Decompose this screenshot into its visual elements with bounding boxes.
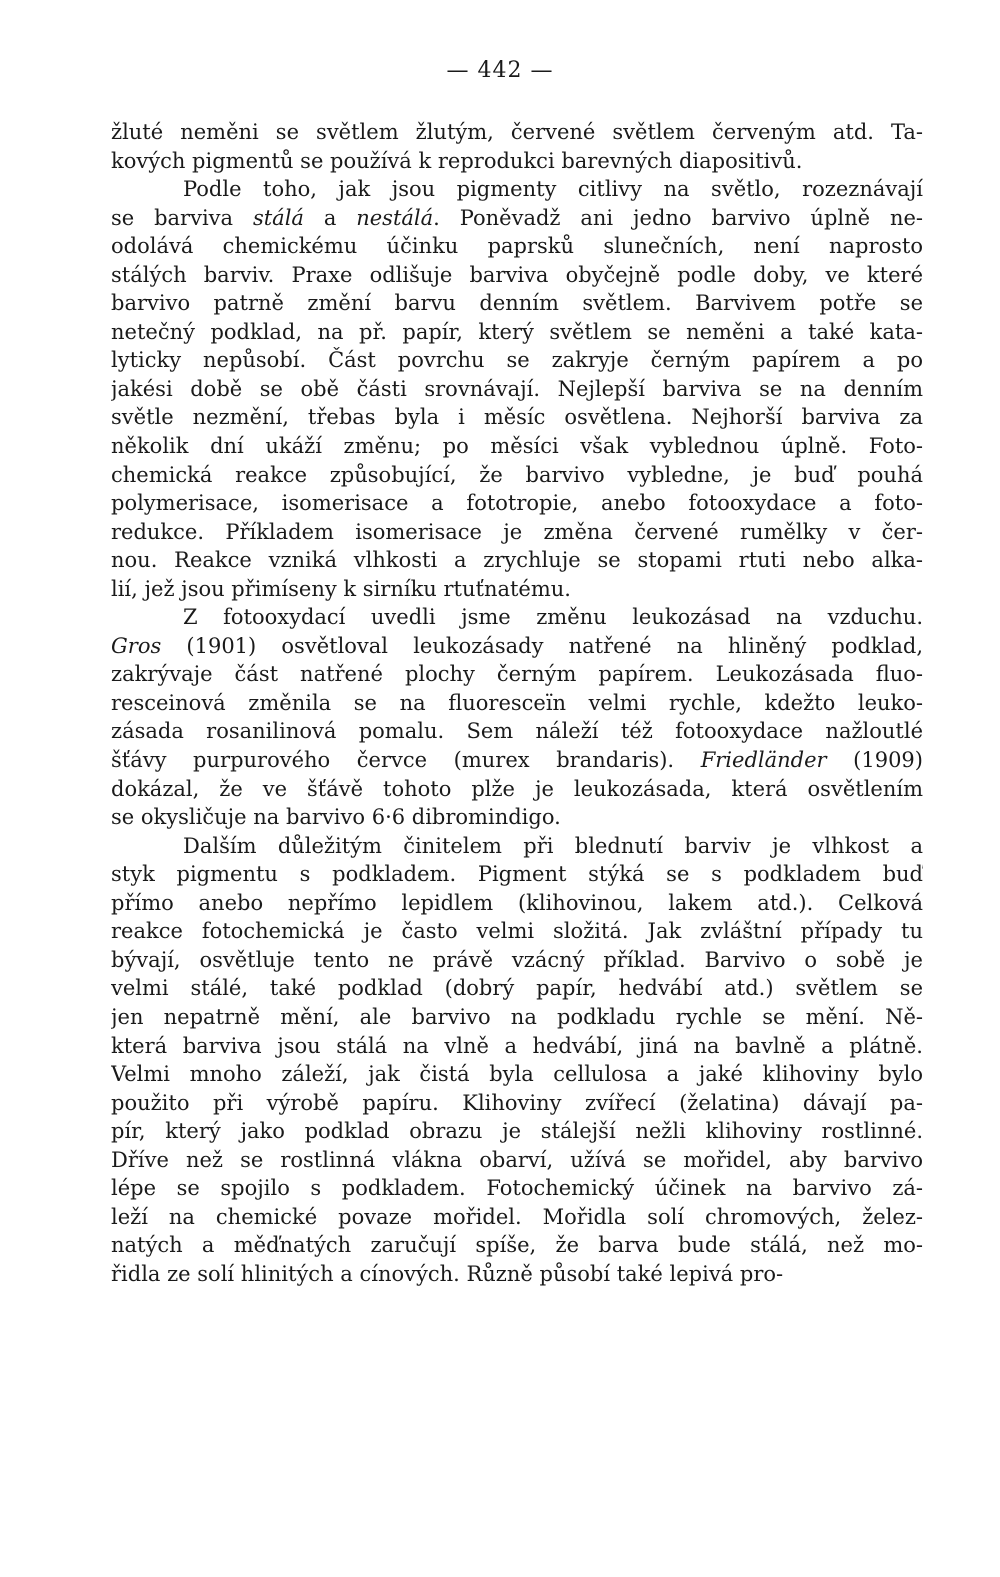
- text-segment: . Poněvadž ani jedno barvivo úplně ne-: [433, 205, 923, 230]
- text-segment: žluté neměni se světlem žlutým, červené světlem červeným atd. Ta-: [111, 120, 923, 144]
- text-line: [111, 289, 923, 318]
- text-segment: světle nezmění, třebas byla i měsíc osvětlena. Nejhorší barviva za: [111, 405, 923, 430]
- italic-text-segment: stálá: [252, 205, 304, 230]
- text-line: [111, 689, 923, 718]
- text-line: [111, 746, 923, 775]
- text-segment: odolává chemickému účinku paprsků slunečních, není naprosto: [111, 234, 923, 259]
- text-segment: Velmi mnoho záleží, jak čistá byla cellulosa a jaké klihoviny bylo: [111, 1062, 923, 1087]
- text-segment: natých a měďnatých zaručují spíše, že barva bude stálá, než mo-: [111, 1233, 923, 1258]
- text-segment: která barviva jsou stálá na vlně a hedvábí, jiná na bavlně a plátně.: [111, 1033, 923, 1058]
- text-line: [111, 118, 923, 147]
- text-segment: reakce fotochemická je často velmi složitá. Jak zvláštní případy tu: [111, 919, 923, 944]
- text-line: [111, 1260, 923, 1289]
- text-line: [111, 860, 923, 889]
- text-line: [111, 1146, 923, 1175]
- text-segment: šťávy purpurového červce (murex brandaris).: [111, 748, 701, 773]
- text-line: [111, 660, 923, 689]
- text-line: [111, 832, 923, 861]
- text-segment: Z fotooxydací uvedli jsme změnu leukozásad na vzduchu.: [183, 605, 923, 630]
- text-line: [111, 175, 923, 204]
- text-line: [111, 261, 923, 290]
- text-segment: kových pigmentů se používá k reprodukci barevných diapositivů.: [111, 148, 803, 173]
- text-segment: dokázal, že ve šťávě tohoto plže je leukozásada, která osvětlením: [111, 776, 923, 801]
- text-segment: netečný podklad, na př. papír, který světlem se neměni a také kata-: [111, 319, 923, 344]
- text-line: [111, 318, 923, 347]
- text-segment: styk pigmentu s podkladem. Pigment stýká se s podkladem buď: [111, 862, 923, 887]
- text-line: [111, 147, 923, 176]
- text-segment: barvivo patrně změní barvu denním světlem. Barvivem potře se: [111, 291, 923, 316]
- text-line: [111, 889, 923, 918]
- text-segment: lyticky nepůsobí. Část povrchu se zakryje černým papírem a po: [111, 348, 923, 373]
- text-segment: polymerisace, isomerisace a fototropie, anebo fotooxydace a foto-: [111, 491, 923, 516]
- text-line: [111, 632, 923, 661]
- italic-text-segment: Gros: [111, 633, 162, 658]
- text-line: [111, 461, 923, 490]
- text-segment: Dříve než se rostlinná vlákna obarví, užívá se mořidel, aby barvivo: [111, 1147, 923, 1172]
- text-segment: (1909): [826, 748, 923, 773]
- text-segment: redukce. Příkladem isomerisace je změna červené rumělky v čer-: [111, 519, 923, 544]
- text-segment: použito při výrobě papíru. Klihoviny zvířecí (želatina) dávají pa-: [111, 1090, 923, 1115]
- text-line: [111, 803, 923, 832]
- text-segment: se okysličuje na barvivo 6·6 dibromindigo.: [111, 805, 561, 830]
- text-segment: řidla ze solí hlinitých a cínových. Různě působí také lepivá pro-: [111, 1261, 784, 1286]
- text-segment: pír, který jako podklad obrazu je stálejší nežli klihoviny rostlinné.: [111, 1119, 923, 1144]
- text-line: [111, 403, 923, 432]
- text-segment: jen nepatrně mění, ale barvivo na podkladu rychle se mění. Ně-: [111, 1004, 923, 1029]
- text-line: [111, 546, 923, 575]
- text-segment: lií, jež jsou přimíseny k sirníku rtuťnatému.: [111, 576, 571, 601]
- text-segment: stálých barviv. Praxe odlišuje barviva obyčejně podle doby, ve které: [111, 262, 923, 287]
- text-segment: bývají, osvětluje tento ne právě vzácný příklad. Barvivo o sobě je: [111, 947, 923, 972]
- text-line: [111, 346, 923, 375]
- italic-text-segment: Friedländer: [700, 748, 827, 773]
- text-segment: jakési době se obě části srovnávají. Nejlepší barviva se na denním: [111, 376, 923, 401]
- text-segment: nou. Reakce vzniká vlhkosti a zrychluje se stopami rtuti nebo alka-: [111, 548, 923, 573]
- text-line: [111, 974, 923, 1003]
- body-text: [111, 118, 923, 1288]
- text-line: [111, 1231, 923, 1260]
- text-line: [111, 1032, 923, 1061]
- text-segment: několik dní ukáží změnu; po měsíci však vyblednou úplně. Foto-: [111, 434, 923, 459]
- text-line: [111, 1117, 923, 1146]
- text-segment: přímo anebo nepřímo lepidlem (klihovinou, lakem atd.). Celková: [111, 890, 923, 915]
- text-line: [111, 489, 923, 518]
- text-segment: chemická reakce způsobující, že barvivo vybledne, je buď pouhá: [111, 462, 923, 487]
- text-line: [111, 775, 923, 804]
- text-line: [111, 575, 923, 604]
- text-line: [111, 946, 923, 975]
- text-line: [111, 1060, 923, 1089]
- text-segment: resceinová změnila se na fluoresceïn velmi rychle, kdežto leuko-: [111, 690, 923, 715]
- italic-text-segment: nestálá: [356, 205, 434, 230]
- text-line: [111, 1003, 923, 1032]
- text-segment: zásada rosanilinová pomalu. Sem náleží též fotooxydace nažloutlé: [111, 719, 923, 744]
- text-segment: Dalším důležitým činitelem při blednutí barviv je vlhkost a: [183, 833, 923, 858]
- text-line: [111, 717, 923, 746]
- text-segment: se barviva: [111, 205, 253, 230]
- text-line: [111, 204, 923, 233]
- text-line: [111, 518, 923, 547]
- text-line: [111, 232, 923, 261]
- page-number: — 442 —: [446, 58, 554, 83]
- text-line: [111, 1203, 923, 1232]
- text-line: [111, 1174, 923, 1203]
- text-segment: lépe se spojilo s podkladem. Fotochemický účinek na barvivo zá-: [111, 1176, 923, 1201]
- text-line: [111, 432, 923, 461]
- text-line: [111, 917, 923, 946]
- text-segment: Podle toho, jak jsou pigmenty citlivy na světlo, rozeznávají: [183, 177, 923, 202]
- text-segment: leží na chemické povaze mořidel. Mořidla solí chromových, želez-: [111, 1204, 923, 1229]
- text-line: [111, 375, 923, 404]
- text-segment: zakrývaje část natřené plochy černým papírem. Leukozásada fluo-: [111, 662, 923, 687]
- text-segment: velmi stálé, také podklad (dobrý papír, hedvábí atd.) světlem se: [111, 976, 923, 1001]
- text-line: [111, 603, 923, 632]
- text-line: [111, 1089, 923, 1118]
- text-segment: (1901) osvětloval leukozásady natřené na hliněný podklad,: [161, 633, 923, 658]
- text-segment: a: [303, 205, 357, 230]
